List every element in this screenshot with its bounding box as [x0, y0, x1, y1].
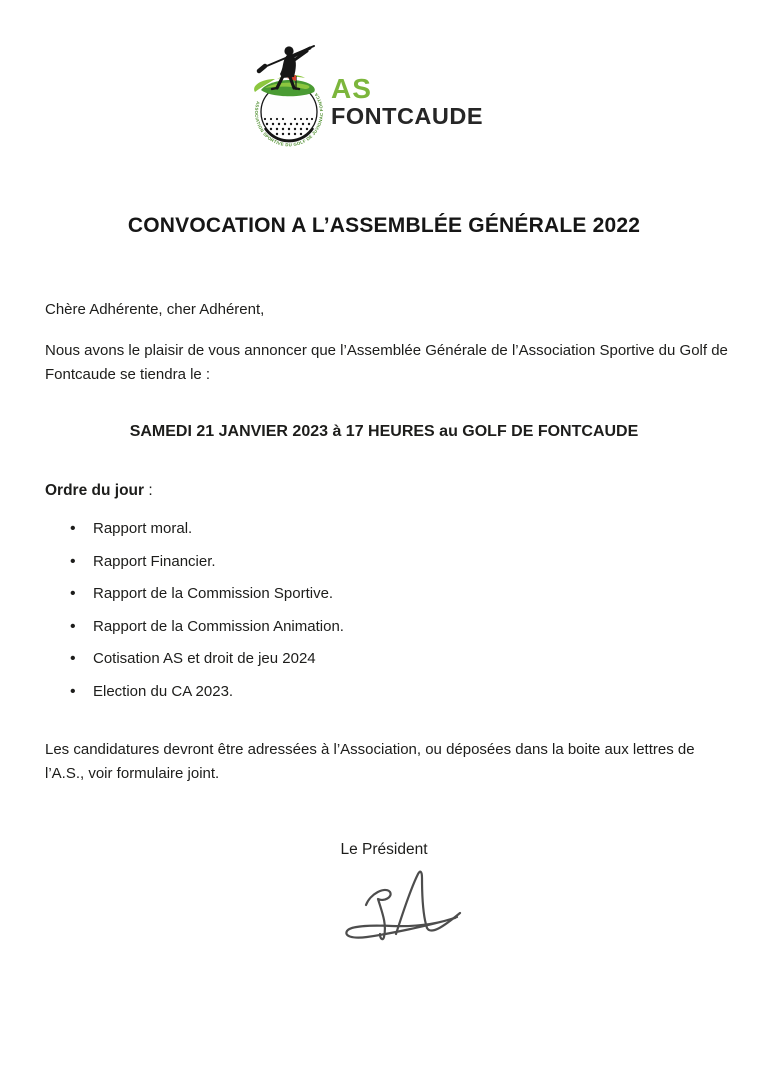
agenda-item: • Election du CA 2023. [69, 684, 344, 700]
as-fontcaude-logo [249, 36, 487, 150]
agenda-heading-label: Ordre du jour [45, 482, 145, 499]
letter-title: CONVOCATION A L’ASSEMBLÉE GÉNÉRALE 2022 [127, 214, 641, 237]
logo-brand-as: AS [331, 73, 372, 104]
greeting-line: Chère Adhérente, cher Adhérent, [45, 301, 265, 318]
agenda-heading-colon: : [144, 482, 153, 499]
agenda-item: • Rapport de la Commission Sportive. [69, 586, 344, 602]
agenda-list [69, 521, 344, 716]
grass-icon [254, 75, 315, 96]
signoff-line: Le Président [340, 841, 428, 858]
meeting-date-line: SAMEDI 21 JANVIER 2023 à 17 HEURES au GOLF DE FONTCAUDE [129, 423, 639, 440]
agenda-item: • Rapport de la Commission Animation. [69, 619, 344, 635]
closing-paragraph: Les candidatures devront être adressées à l’Association, ou déposées dans la boite aux lettres de l’A.S., voir formulaire joint. [45, 741, 695, 782]
agenda-item: • Rapport moral. [69, 521, 344, 537]
intro-paragraph: Nous avons le plaisir de vous annoncer que l’Assemblée Générale de l’Association Sportive du Golf de Fontcaude se tiendra le : [45, 342, 728, 383]
agenda-item: • Rapport Financier. [69, 554, 344, 570]
logo-ring-text: ASSOCIATION SPORTIVE DU GOLF DE JUVIGNAC FONTCAUDE [249, 36, 325, 148]
agenda-heading [45, 482, 153, 500]
logo-brand-fontcaude: FONTCAUDE [331, 103, 484, 129]
president-signature [340, 866, 480, 952]
agenda-item: • Cotisation AS et droit de jeu 2024 [69, 651, 344, 667]
